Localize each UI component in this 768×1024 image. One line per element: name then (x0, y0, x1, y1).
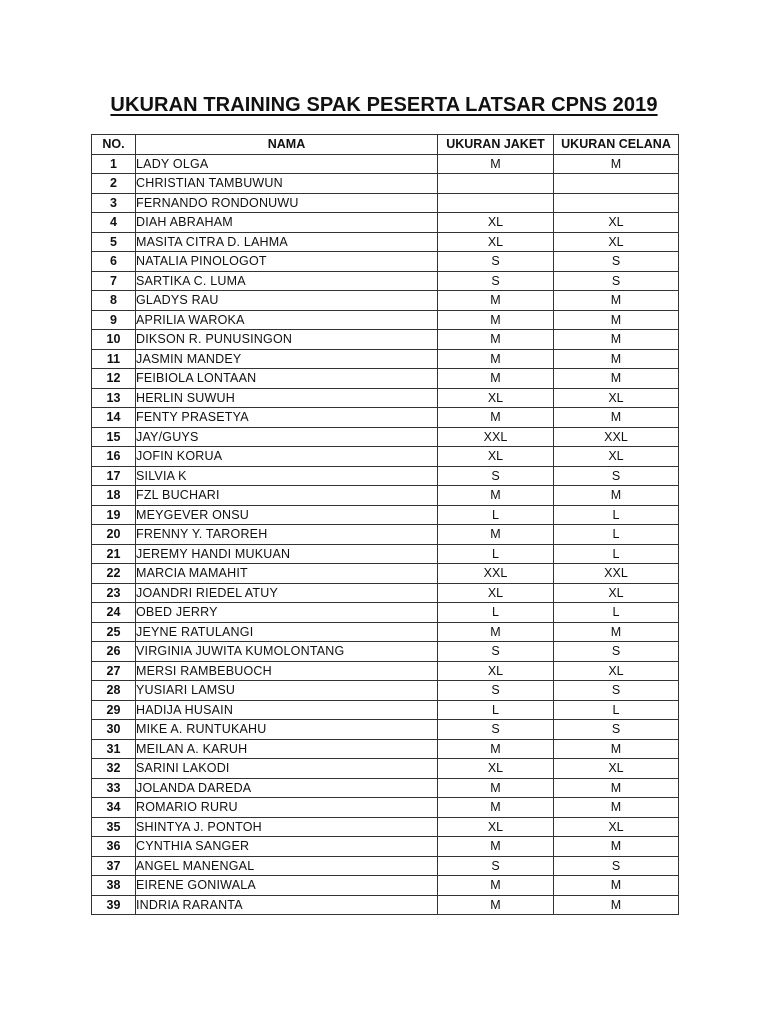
cell-nama: CYNTHIA SANGER (136, 837, 438, 857)
header-ukuran-celana: UKURAN CELANA (554, 135, 679, 155)
cell-no: 31 (92, 739, 136, 759)
cell-no: 18 (92, 486, 136, 506)
cell-ukuran-celana: XL (554, 583, 679, 603)
cell-ukuran-celana: M (554, 154, 679, 174)
cell-ukuran-celana: XL (554, 388, 679, 408)
table-body (92, 154, 679, 915)
cell-ukuran-jaket: M (438, 895, 554, 915)
cell-ukuran-celana: S (554, 271, 679, 291)
cell-no: 24 (92, 603, 136, 623)
cell-ukuran-jaket: M (438, 622, 554, 642)
table-row (92, 232, 679, 252)
cell-no: 28 (92, 681, 136, 701)
cell-nama: FEIBIOLA LONTAAN (136, 369, 438, 389)
cell-no: 36 (92, 837, 136, 857)
cell-nama: SILVIA K (136, 466, 438, 486)
table-header-row (92, 135, 679, 155)
cell-ukuran-jaket: M (438, 739, 554, 759)
cell-ukuran-jaket: M (438, 798, 554, 818)
table-row (92, 681, 679, 701)
cell-nama: MIKE A. RUNTUKAHU (136, 720, 438, 740)
table-row (92, 193, 679, 213)
cell-ukuran-celana: L (554, 603, 679, 623)
cell-no: 3 (92, 193, 136, 213)
cell-no: 6 (92, 252, 136, 272)
cell-ukuran-jaket: S (438, 856, 554, 876)
cell-nama: FZL BUCHARI (136, 486, 438, 506)
cell-no: 5 (92, 232, 136, 252)
cell-nama: HADIJA HUSAIN (136, 700, 438, 720)
cell-ukuran-jaket: S (438, 681, 554, 701)
header-nama: NAMA (136, 135, 438, 155)
cell-ukuran-celana: L (554, 544, 679, 564)
cell-ukuran-celana: M (554, 778, 679, 798)
cell-no: 20 (92, 525, 136, 545)
cell-no: 34 (92, 798, 136, 818)
cell-ukuran-celana: M (554, 369, 679, 389)
cell-ukuran-celana: M (554, 310, 679, 330)
cell-no: 7 (92, 271, 136, 291)
cell-nama: EIRENE GONIWALA (136, 876, 438, 896)
cell-ukuran-jaket: M (438, 408, 554, 428)
cell-nama: FERNANDO RONDONUWU (136, 193, 438, 213)
cell-ukuran-jaket: XXL (438, 427, 554, 447)
table-row (92, 798, 679, 818)
cell-no: 30 (92, 720, 136, 740)
table-row (92, 564, 679, 584)
cell-nama: MARCIA MAMAHIT (136, 564, 438, 584)
table-row (92, 895, 679, 915)
cell-no: 25 (92, 622, 136, 642)
cell-no: 23 (92, 583, 136, 603)
cell-ukuran-jaket: S (438, 252, 554, 272)
cell-no: 38 (92, 876, 136, 896)
size-table (91, 134, 679, 915)
cell-ukuran-jaket: M (438, 349, 554, 369)
table-row (92, 817, 679, 837)
cell-ukuran-jaket: S (438, 720, 554, 740)
cell-no: 1 (92, 154, 136, 174)
cell-no: 26 (92, 642, 136, 662)
cell-ukuran-jaket: M (438, 291, 554, 311)
table-row (92, 837, 679, 857)
cell-nama: JOFIN KORUA (136, 447, 438, 467)
cell-ukuran-celana: M (554, 622, 679, 642)
cell-ukuran-celana: S (554, 642, 679, 662)
cell-nama: MERSI RAMBEBUOCH (136, 661, 438, 681)
cell-no: 10 (92, 330, 136, 350)
header-ukuran-jaket: UKURAN JAKET (438, 135, 554, 155)
cell-nama: FENTY PRASETYA (136, 408, 438, 428)
cell-no: 13 (92, 388, 136, 408)
cell-no: 32 (92, 759, 136, 779)
cell-ukuran-celana: M (554, 837, 679, 857)
cell-no: 19 (92, 505, 136, 525)
table-row (92, 154, 679, 174)
table-row (92, 291, 679, 311)
cell-no: 22 (92, 564, 136, 584)
cell-ukuran-celana: L (554, 505, 679, 525)
cell-ukuran-celana: M (554, 876, 679, 896)
cell-nama: INDRIA RARANTA (136, 895, 438, 915)
cell-ukuran-celana: S (554, 252, 679, 272)
cell-ukuran-celana: S (554, 856, 679, 876)
cell-ukuran-celana: S (554, 720, 679, 740)
cell-nama: JASMIN MANDEY (136, 349, 438, 369)
cell-ukuran-celana: M (554, 349, 679, 369)
cell-ukuran-jaket: XL (438, 447, 554, 467)
table-row (92, 856, 679, 876)
cell-nama: SARTIKA C. LUMA (136, 271, 438, 291)
cell-nama: LADY OLGA (136, 154, 438, 174)
cell-ukuran-jaket: XL (438, 388, 554, 408)
cell-ukuran-jaket: XL (438, 759, 554, 779)
cell-ukuran-jaket: S (438, 642, 554, 662)
cell-nama: JOANDRI RIEDEL ATUY (136, 583, 438, 603)
cell-ukuran-jaket: M (438, 330, 554, 350)
table-row (92, 603, 679, 623)
cell-ukuran-jaket: XL (438, 661, 554, 681)
table-row (92, 174, 679, 194)
cell-no: 8 (92, 291, 136, 311)
cell-no: 29 (92, 700, 136, 720)
cell-ukuran-celana: XXL (554, 427, 679, 447)
cell-ukuran-jaket: S (438, 466, 554, 486)
cell-ukuran-celana: L (554, 700, 679, 720)
cell-no: 33 (92, 778, 136, 798)
cell-ukuran-jaket: L (438, 700, 554, 720)
table-row (92, 427, 679, 447)
cell-nama: ROMARIO RURU (136, 798, 438, 818)
cell-ukuran-jaket: M (438, 486, 554, 506)
cell-ukuran-celana (554, 193, 679, 213)
table-row (92, 466, 679, 486)
table-row (92, 369, 679, 389)
cell-ukuran-celana: XL (554, 213, 679, 233)
cell-ukuran-jaket: XL (438, 583, 554, 603)
cell-ukuran-jaket: M (438, 154, 554, 174)
cell-ukuran-jaket: M (438, 369, 554, 389)
cell-no: 12 (92, 369, 136, 389)
table-row (92, 408, 679, 428)
cell-no: 14 (92, 408, 136, 428)
cell-ukuran-celana: XXL (554, 564, 679, 584)
table-row (92, 622, 679, 642)
table-row (92, 252, 679, 272)
cell-ukuran-jaket: L (438, 544, 554, 564)
table-row (92, 544, 679, 564)
cell-nama: MEILAN A. KARUH (136, 739, 438, 759)
cell-no: 21 (92, 544, 136, 564)
table-row (92, 525, 679, 545)
cell-ukuran-celana: M (554, 486, 679, 506)
cell-ukuran-jaket: XL (438, 213, 554, 233)
cell-nama: DIKSON R. PUNUSINGON (136, 330, 438, 350)
cell-ukuran-celana: M (554, 291, 679, 311)
table-row (92, 759, 679, 779)
cell-ukuran-jaket: XL (438, 232, 554, 252)
header-no: NO. (92, 135, 136, 155)
cell-ukuran-jaket: M (438, 778, 554, 798)
cell-nama: ANGEL MANENGAL (136, 856, 438, 876)
cell-no: 17 (92, 466, 136, 486)
cell-nama: VIRGINIA JUWITA KUMOLONTANG (136, 642, 438, 662)
cell-ukuran-celana: XL (554, 759, 679, 779)
cell-nama: HERLIN SUWUH (136, 388, 438, 408)
cell-ukuran-jaket: L (438, 505, 554, 525)
cell-ukuran-celana: XL (554, 232, 679, 252)
table-row (92, 271, 679, 291)
table-row (92, 447, 679, 467)
cell-ukuran-celana: M (554, 739, 679, 759)
cell-no: 27 (92, 661, 136, 681)
cell-no: 2 (92, 174, 136, 194)
cell-ukuran-jaket (438, 174, 554, 194)
cell-ukuran-jaket (438, 193, 554, 213)
cell-no: 35 (92, 817, 136, 837)
cell-nama: CHRISTIAN TAMBUWUN (136, 174, 438, 194)
cell-nama: APRILIA WAROKA (136, 310, 438, 330)
document-title: UKURAN TRAINING SPAK PESERTA LATSAR CPNS 2019 (110, 94, 658, 116)
cell-ukuran-celana: S (554, 466, 679, 486)
cell-nama: YUSIARI LAMSU (136, 681, 438, 701)
cell-ukuran-jaket: M (438, 876, 554, 896)
cell-nama: DIAH ABRAHAM (136, 213, 438, 233)
cell-nama: MASITA CITRA D. LAHMA (136, 232, 438, 252)
cell-no: 39 (92, 895, 136, 915)
table-row (92, 778, 679, 798)
cell-ukuran-jaket: L (438, 603, 554, 623)
cell-nama: GLADYS RAU (136, 291, 438, 311)
cell-no: 16 (92, 447, 136, 467)
cell-nama: JEYNE RATULANGI (136, 622, 438, 642)
cell-no: 37 (92, 856, 136, 876)
cell-ukuran-celana: XL (554, 447, 679, 467)
table-row (92, 876, 679, 896)
cell-ukuran-jaket: S (438, 271, 554, 291)
cell-ukuran-celana: XL (554, 817, 679, 837)
table-row (92, 349, 679, 369)
cell-nama: SHINTYA J. PONTOH (136, 817, 438, 837)
cell-nama: SARINI LAKODI (136, 759, 438, 779)
cell-no: 11 (92, 349, 136, 369)
cell-nama: JOLANDA DAREDA (136, 778, 438, 798)
table-row (92, 739, 679, 759)
table-row (92, 661, 679, 681)
table-row (92, 213, 679, 233)
cell-nama: JAY/GUYS (136, 427, 438, 447)
cell-nama: MEYGEVER ONSU (136, 505, 438, 525)
cell-nama: JEREMY HANDI MUKUAN (136, 544, 438, 564)
cell-ukuran-jaket: XXL (438, 564, 554, 584)
cell-no: 4 (92, 213, 136, 233)
table-row (92, 486, 679, 506)
cell-ukuran-jaket: M (438, 310, 554, 330)
cell-ukuran-celana: M (554, 798, 679, 818)
table-row (92, 330, 679, 350)
cell-no: 15 (92, 427, 136, 447)
cell-nama: NATALIA PINOLOGOT (136, 252, 438, 272)
cell-ukuran-celana: L (554, 525, 679, 545)
cell-ukuran-jaket: M (438, 525, 554, 545)
table-row (92, 720, 679, 740)
table-row (92, 583, 679, 603)
cell-ukuran-jaket: M (438, 837, 554, 857)
cell-nama: FRENNY Y. TAROREH (136, 525, 438, 545)
cell-ukuran-celana: M (554, 408, 679, 428)
cell-ukuran-celana: S (554, 681, 679, 701)
table-row (92, 310, 679, 330)
table-row (92, 642, 679, 662)
cell-ukuran-celana: M (554, 895, 679, 915)
cell-ukuran-celana: XL (554, 661, 679, 681)
table-row (92, 505, 679, 525)
table-row (92, 700, 679, 720)
cell-ukuran-celana: M (554, 330, 679, 350)
cell-ukuran-celana (554, 174, 679, 194)
cell-ukuran-jaket: XL (438, 817, 554, 837)
cell-no: 9 (92, 310, 136, 330)
cell-nama: OBED JERRY (136, 603, 438, 623)
table-row (92, 388, 679, 408)
